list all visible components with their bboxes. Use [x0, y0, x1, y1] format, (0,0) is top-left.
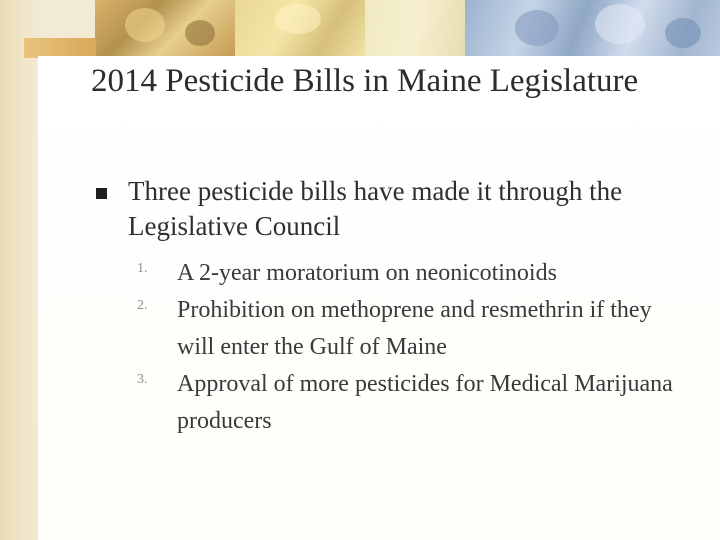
- banner-segment-pale: [365, 0, 465, 56]
- list-item-number: 3.: [137, 372, 148, 387]
- banner-blot: [275, 4, 321, 34]
- decorative-floral-banner: [95, 0, 720, 56]
- banner-blot: [665, 18, 701, 48]
- main-bullet-text: Three pesticide bills have made it through the Legislative Council: [128, 176, 623, 241]
- left-texture-strip: [0, 0, 38, 540]
- banner-blot: [185, 20, 215, 46]
- gold-accent-bar: [24, 38, 96, 58]
- list-item-text: Prohibition on methoprene and resmethrin if they will enter the Gulf of Maine: [177, 297, 652, 360]
- square-bullet-icon: [96, 188, 107, 199]
- slide-title: 2014 Pesticide Bills in Maine Legislature: [91, 63, 639, 99]
- list-item-number: 2.: [137, 298, 148, 313]
- list-item-text: A 2-year moratorium on neonicotinoids: [177, 260, 557, 286]
- banner-blot: [515, 10, 559, 46]
- banner-blot: [125, 8, 165, 42]
- list-item-number: 1.: [137, 261, 148, 276]
- banner-blot: [595, 4, 645, 44]
- list-item-text: Approval of more pesticides for Medical Marijuana producers: [177, 371, 673, 434]
